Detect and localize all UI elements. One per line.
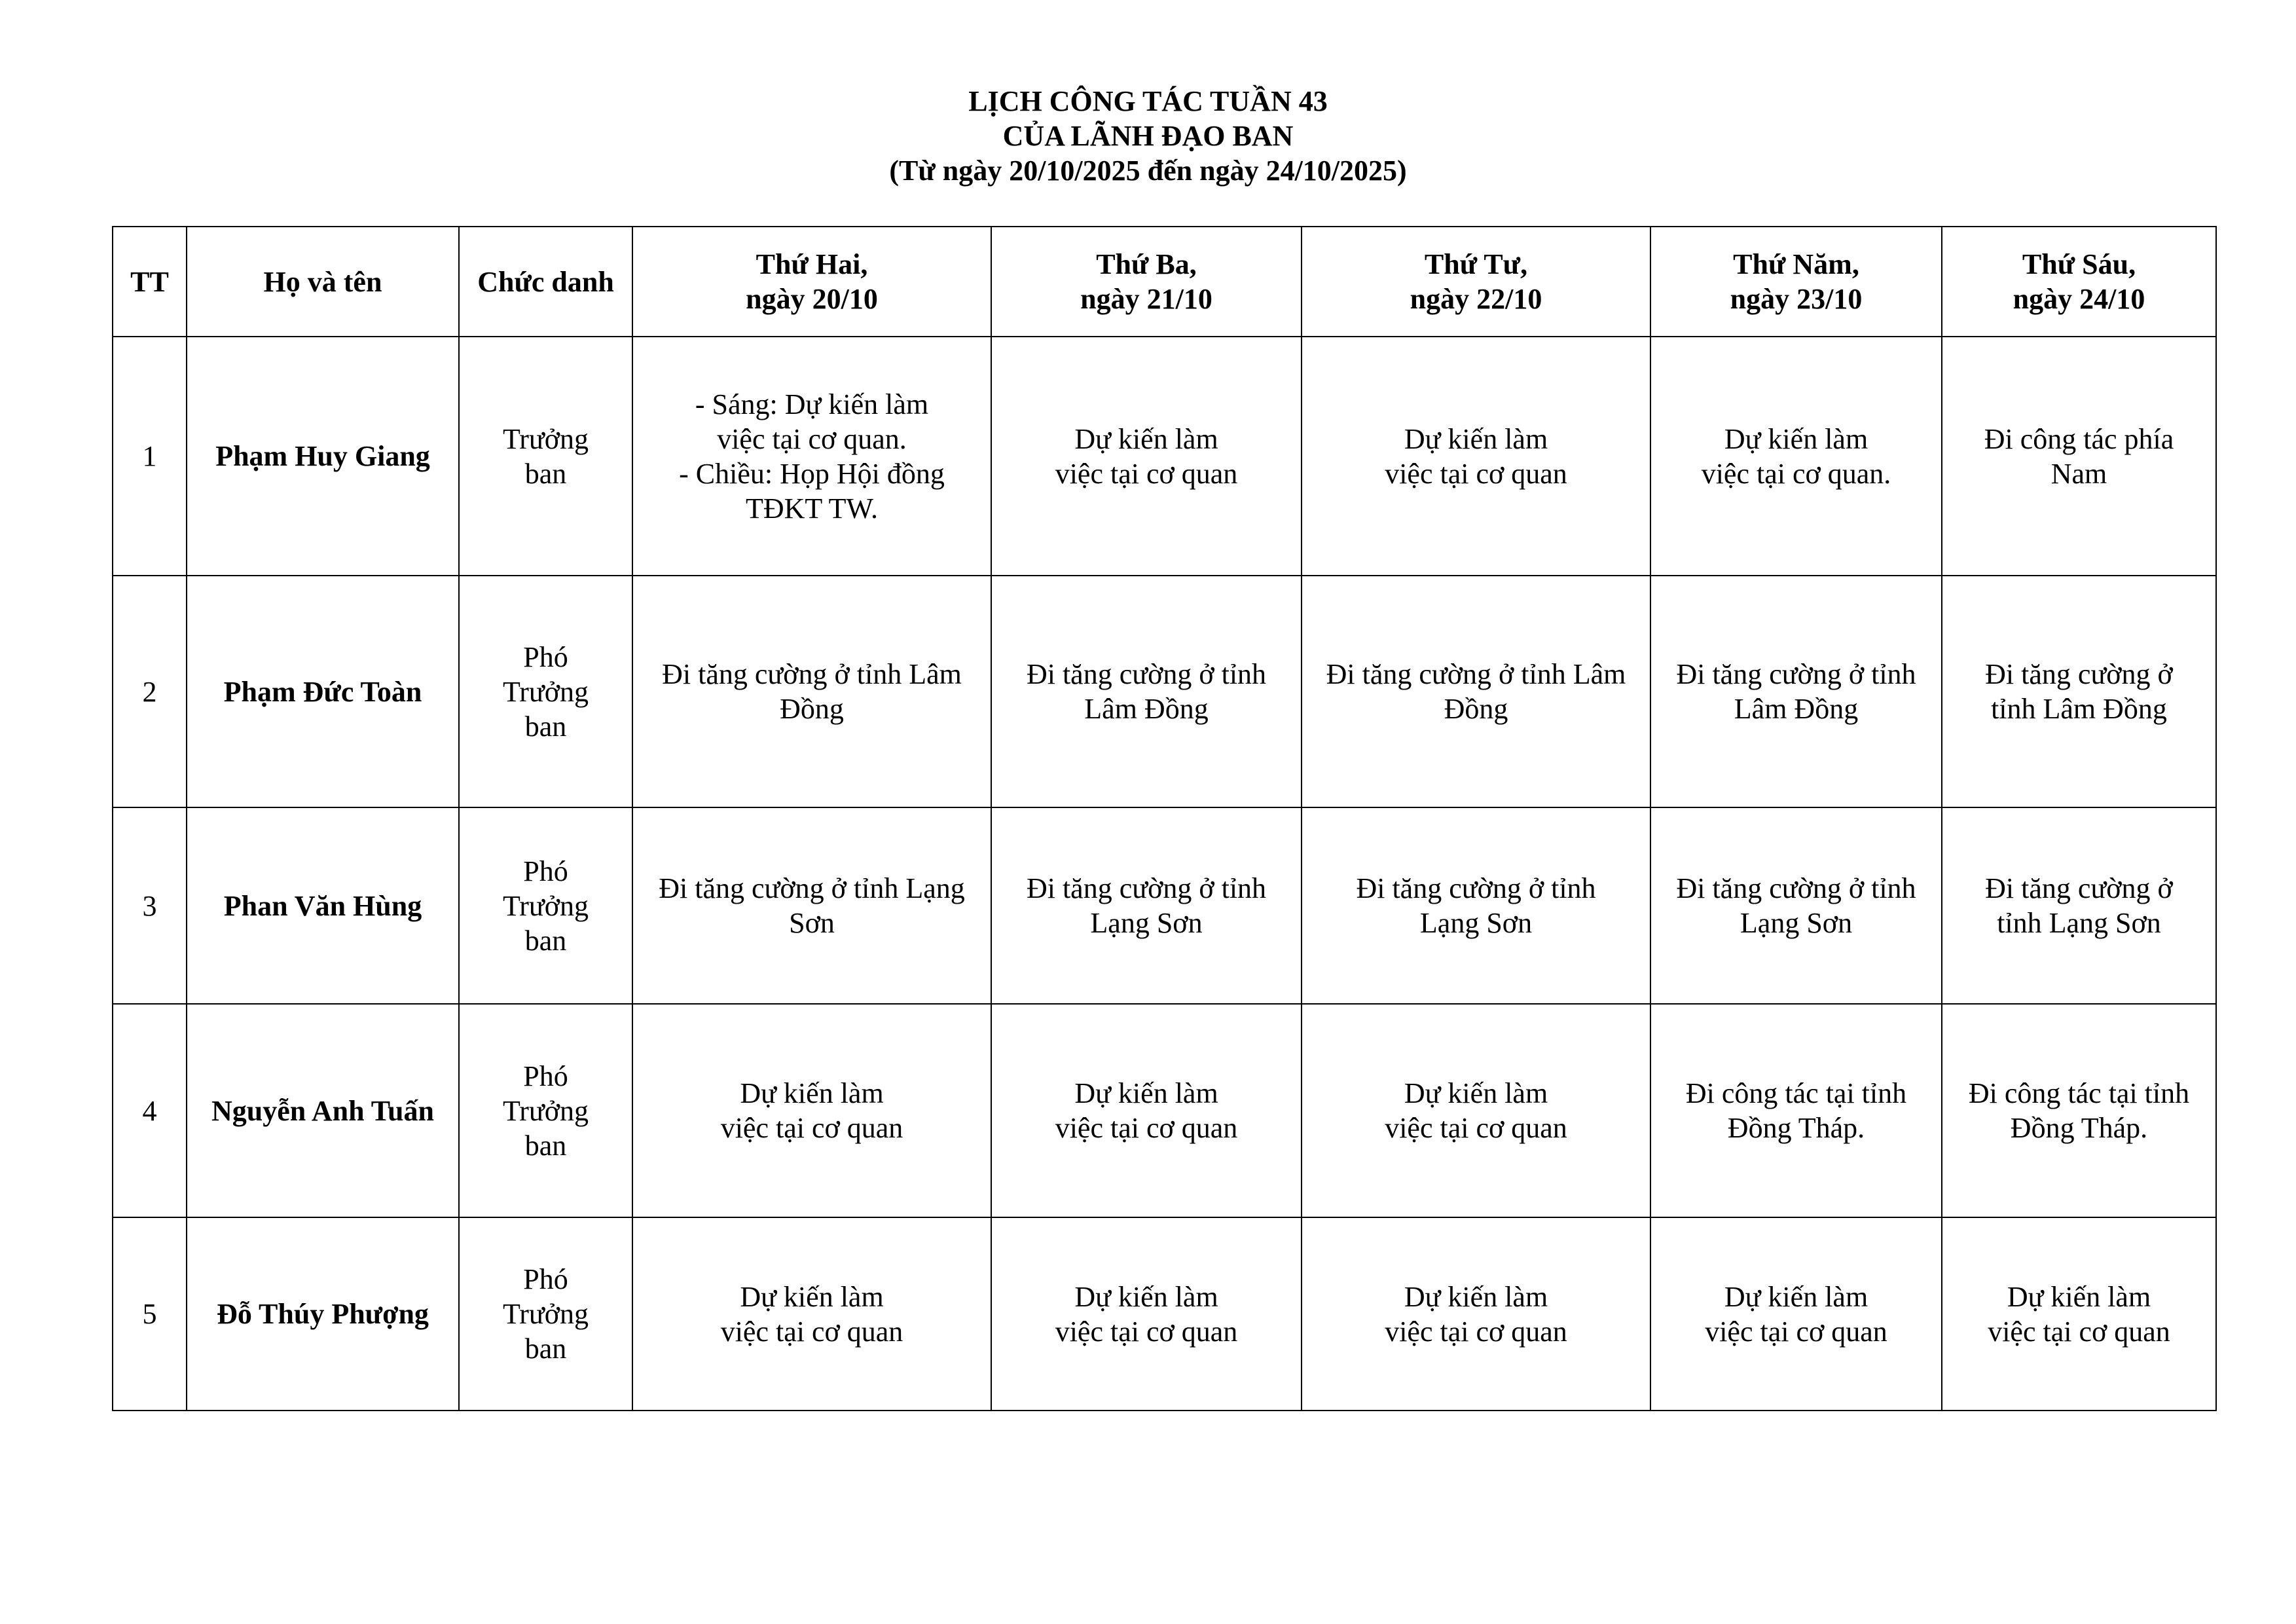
- title-line-2: CỦA LÃNH ĐẠO BAN: [1002, 120, 1294, 152]
- schedule-cell-tuesday: Dự kiến làm việc tại cơ quan: [991, 1217, 1302, 1411]
- leader-position: Phó Trưởng ban: [459, 1004, 632, 1217]
- row-number: 5: [113, 1217, 187, 1411]
- header-day-friday: [1942, 227, 2216, 337]
- leader-position: Trưởng ban: [459, 337, 632, 576]
- schedule-table: [112, 226, 2217, 1411]
- header-day-wednesday: [1302, 227, 1650, 337]
- schedule-cell-monday: Dự kiến làm việc tại cơ quan: [632, 1004, 991, 1217]
- leader-position: Phó Trưởng ban: [459, 576, 632, 807]
- header-tt: TT: [113, 227, 187, 337]
- schedule-cell-thursday: Dự kiến làm việc tại cơ quan: [1650, 1217, 1942, 1411]
- schedule-cell-monday: Đi tăng cường ở tỉnh Lạng Sơn: [632, 807, 991, 1004]
- leader-position: Phó Trưởng ban: [459, 807, 632, 1004]
- schedule-cell-tuesday: Dự kiến làm việc tại cơ quan: [991, 1004, 1302, 1217]
- document-title: [0, 84, 2296, 188]
- schedule-cell-thursday: Dự kiến làm việc tại cơ quan.: [1650, 337, 1942, 576]
- schedule-cell-monday: Đi tăng cường ở tỉnh Lâm Đồng: [632, 576, 991, 807]
- schedule-cell-thursday: Đi công tác tại tỉnh Đồng Tháp.: [1650, 1004, 1942, 1217]
- schedule-cell-wednesday: Đi tăng cường ở tỉnh Lạng Sơn: [1302, 807, 1650, 1004]
- row-number: 3: [113, 807, 187, 1004]
- table-row: [113, 1004, 2216, 1217]
- schedule-cell-wednesday: Đi tăng cường ở tỉnh Lâm Đồng: [1302, 576, 1650, 807]
- header-row: [113, 227, 2216, 337]
- title-line-1: LỊCH CÔNG TÁC TUẦN 43: [968, 85, 1328, 117]
- schedule-cell-friday: Dự kiến làm việc tại cơ quan: [1942, 1217, 2216, 1411]
- schedule-cell-friday: Đi công tác phía Nam: [1942, 337, 2216, 576]
- schedule-cell-thursday: Đi tăng cường ở tỉnh Lạng Sơn: [1650, 807, 1942, 1004]
- schedule-cell-wednesday: Dự kiến làm việc tại cơ quan: [1302, 1217, 1650, 1411]
- table-row: [113, 576, 2216, 807]
- header-day-label: Thứ Năm,: [1733, 248, 1859, 280]
- schedule-cell-wednesday: Dự kiến làm việc tại cơ quan: [1302, 1004, 1650, 1217]
- header-day-tuesday: [991, 227, 1302, 337]
- leader-name: Đỗ Thúy Phượng: [187, 1217, 459, 1411]
- table-row: [113, 337, 2216, 576]
- header-day-date: ngày 20/10: [746, 283, 878, 315]
- header-day-label: Thứ Ba,: [1096, 248, 1197, 280]
- header-day-date: ngày 23/10: [1730, 283, 1863, 315]
- leader-name: Phạm Huy Giang: [187, 337, 459, 576]
- schedule-cell-tuesday: Đi tăng cường ở tỉnh Lạng Sơn: [991, 807, 1302, 1004]
- leader-name: Nguyễn Anh Tuấn: [187, 1004, 459, 1217]
- schedule-cell-friday: Đi công tác tại tỉnh Đồng Tháp.: [1942, 1004, 2216, 1217]
- header-day-monday: [632, 227, 991, 337]
- header-day-label: Thứ Hai,: [756, 248, 868, 280]
- leader-name: Phạm Đức Toàn: [187, 576, 459, 807]
- header-day-thursday: [1650, 227, 1942, 337]
- title-line-3: (Từ ngày 20/10/2025 đến ngày 24/10/2025): [889, 155, 1407, 187]
- header-day-date: ngày 22/10: [1410, 283, 1542, 315]
- row-number: 2: [113, 576, 187, 807]
- schedule-cell-tuesday: Đi tăng cường ở tỉnh Lâm Đồng: [991, 576, 1302, 807]
- leader-name: Phan Văn Hùng: [187, 807, 459, 1004]
- table-row: [113, 807, 2216, 1004]
- schedule-cell-monday: Dự kiến làm việc tại cơ quan: [632, 1217, 991, 1411]
- table-row: [113, 1217, 2216, 1411]
- row-number: 4: [113, 1004, 187, 1217]
- header-day-label: Thứ Tư,: [1424, 248, 1528, 280]
- schedule-cell-tuesday: Dự kiến làm việc tại cơ quan: [991, 337, 1302, 576]
- schedule-cell-wednesday: Dự kiến làm việc tại cơ quan: [1302, 337, 1650, 576]
- row-number: 1: [113, 337, 187, 576]
- schedule-cell-monday: - Sáng: Dự kiến làm việc tại cơ quan. - Chiều: Họp Hội đồng TĐKT TW.: [632, 337, 991, 576]
- leader-position: Phó Trưởng ban: [459, 1217, 632, 1411]
- header-name: Họ và tên: [187, 227, 459, 337]
- header-day-date: ngày 21/10: [1080, 283, 1212, 315]
- header-position: Chức danh: [459, 227, 632, 337]
- header-day-date: ngày 24/10: [2013, 283, 2145, 315]
- header-day-label: Thứ Sáu,: [2022, 248, 2136, 280]
- schedule-cell-friday: Đi tăng cường ở tỉnh Lạng Sơn: [1942, 807, 2216, 1004]
- schedule-cell-friday: Đi tăng cường ở tỉnh Lâm Đồng: [1942, 576, 2216, 807]
- schedule-cell-thursday: Đi tăng cường ở tỉnh Lâm Đồng: [1650, 576, 1942, 807]
